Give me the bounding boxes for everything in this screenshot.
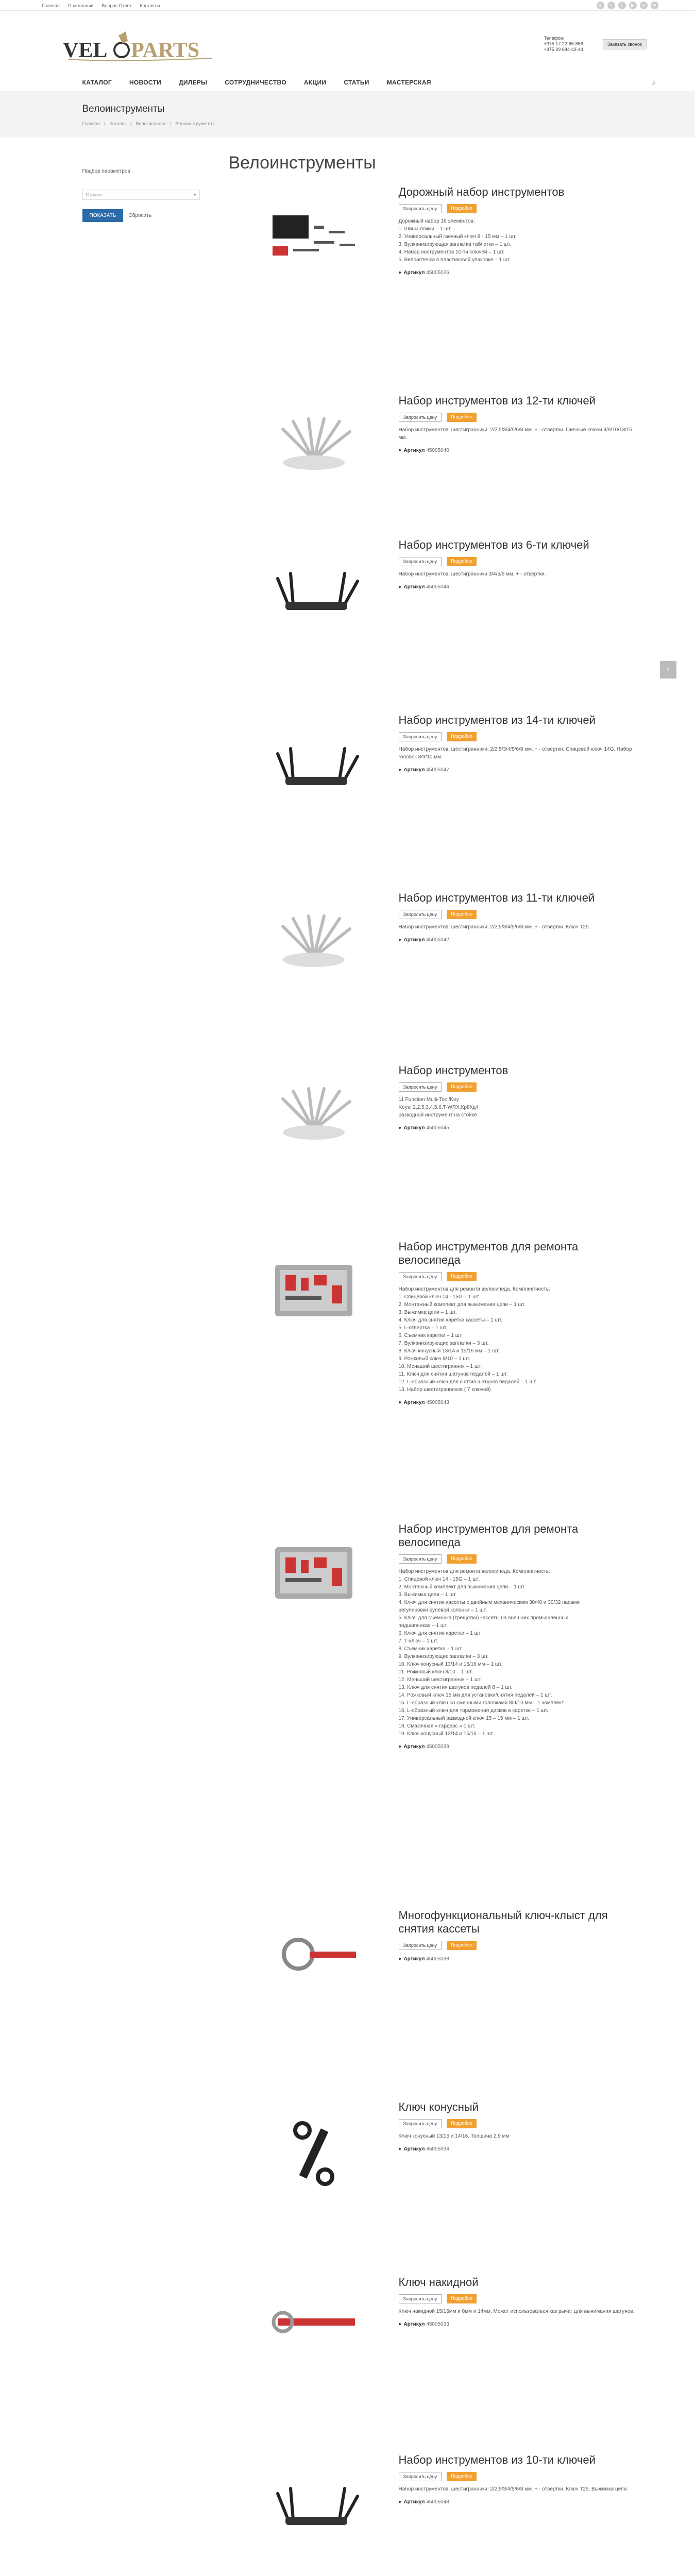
product-title[interactable]: Набор инструментов из 14-ти ключей	[398, 714, 596, 726]
youtube-icon[interactable]: ▶	[629, 2, 637, 9]
details-button[interactable]: Подробно	[447, 413, 477, 422]
product-description	[399, 2485, 641, 2493]
title-band	[0, 91, 695, 138]
product-desc-line: 11. Ключ для снятия шатунов педалей – 1 шт.	[398, 1371, 508, 1377]
product-desc-line: Дорожный набор 16 элементов:	[398, 218, 475, 224]
filter-title: Подбор параметров	[82, 168, 130, 174]
request-price-button[interactable]: Запросить цену	[399, 910, 442, 919]
main-nav	[0, 73, 695, 91]
product-desc-line: Набор инструментов для ремонта велосипеда. Комплектность:	[398, 1569, 550, 1574]
top-bar	[0, 0, 695, 11]
product-image[interactable]	[229, 2099, 399, 2202]
nav-articles[interactable]: СТАТЬИ	[344, 79, 369, 86]
product-article: Артикул 45005042	[399, 937, 641, 943]
details-button[interactable]: Подробно	[447, 2472, 477, 2481]
search-icon[interactable]: ⌕	[652, 78, 656, 87]
product-desc-line: 4. Ключ для снятия каретки кассеты – 1 шт.	[398, 1317, 502, 1323]
top-link-contacts[interactable]: Контакты	[140, 3, 160, 8]
details-button[interactable]: Подробно	[447, 2294, 477, 2303]
product-desc-line: подшипниках – 1 шт.	[398, 1623, 448, 1629]
nav-promo[interactable]: АКЦИИ	[303, 79, 327, 86]
product-desc-line: 3. Вулканизирующая заплатка таблетки – 1 шт.	[398, 242, 512, 247]
svg-text:VEL: VEL	[62, 39, 107, 62]
product-desc-line: 8. Ключ конусный 13/14 и 15/16 мм – 1 шт.	[398, 1348, 500, 1354]
product-desc-line: 10. Ключ конусный 13/14 и 15/16 мм – 1 шт.	[398, 1662, 503, 1667]
reset-link[interactable]: Сбросить	[128, 213, 151, 218]
product-desc-line: 5. L-отвертка – 1 шт.	[398, 1325, 448, 1331]
scroll-side-button[interactable]: ‹	[660, 661, 676, 679]
product-description	[399, 2308, 641, 2315]
product-item	[229, 184, 641, 393]
product-image[interactable]	[229, 393, 399, 496]
logo[interactable]	[63, 30, 218, 63]
details-button[interactable]: Подробно	[447, 910, 477, 919]
product-title[interactable]: Набор инструментов из 11-ти ключей	[398, 891, 595, 904]
product-title[interactable]: Ключ конусный	[398, 2100, 479, 2113]
product-description	[399, 570, 641, 578]
crumb-catalog[interactable]: Каталог	[109, 121, 126, 126]
product-article: Артикул 45005040	[399, 448, 641, 453]
product-item	[229, 2275, 641, 2452]
product-desc-line: 4. Набор инструментов 10-ти ключей – 1 шт.	[398, 249, 505, 255]
mail-icon[interactable]: ✉	[651, 2, 658, 9]
product-desc-line: 10. Меньший шестигранник – 1 шт.	[398, 1364, 482, 1369]
product-article: Артикул 45005039	[399, 1744, 641, 1750]
product-title[interactable]: Набор инструментов из 6-ти ключей	[398, 538, 589, 551]
product-item	[229, 2099, 641, 2275]
instagram-icon[interactable]: ◎	[640, 2, 648, 9]
product-description	[399, 1096, 641, 1119]
facebook-icon[interactable]: f	[607, 2, 615, 9]
product-desc-line: Набор инструментов, шестигранники: 2/2,5/3/4/5/6/8 мм. + - отвертки. Гаечные ключи 8/9/10/13/15 мм.	[398, 427, 633, 440]
product-article: Артикул 45005026	[399, 270, 641, 276]
product-desc-line: разводной инструмент на стойке	[398, 1112, 477, 1118]
product-item	[229, 1908, 641, 2099]
call-button[interactable]: Заказать звонок	[603, 39, 647, 49]
product-description	[399, 923, 641, 931]
product-image[interactable]	[229, 1239, 399, 1342]
product-image[interactable]	[229, 2452, 399, 2555]
product-item	[229, 1239, 641, 1521]
product-image[interactable]	[229, 1521, 399, 1624]
nav-workshop[interactable]: МАСТЕРСКАЯ	[386, 79, 431, 86]
request-price-button[interactable]: Запросить цену	[399, 1272, 442, 1281]
product-article: Артикул 45005034	[399, 2146, 641, 2152]
product-desc-line: 8. Съемник каретки – 1 шт.	[398, 1646, 463, 1652]
product-desc-line: 1. Спицевой ключ 14 - 15G – 1 шт.	[398, 1577, 480, 1582]
product-article: Артикул 45005033	[399, 2321, 641, 2327]
product-description	[399, 2132, 641, 2140]
top-link-home[interactable]: Главная	[42, 3, 60, 8]
product-desc-line: 13. Ключ для снятия шатунов педалей 8 – 1 шт.	[398, 1685, 513, 1690]
catalog-content	[229, 138, 641, 2576]
request-price-button[interactable]: Запросить цену	[399, 557, 442, 566]
product-title[interactable]: Многофункциональный ключ-клыст для снятия кассеты	[398, 1909, 608, 1935]
product-desc-line: 2. Монтажный комплект для выжимания цепи – 1 шт.	[398, 1302, 526, 1308]
top-link-faq[interactable]: Вопрос-Ответ	[101, 3, 132, 8]
product-desc-line: Набор инструментов, шестигранники: 2/2,5/3/4/5/6/8 мм. + - отвертки. Спицевой ключ 14G. Набор головок 8/9/10 мм.	[398, 747, 632, 760]
crumb-home[interactable]: Главная	[82, 121, 100, 126]
product-image[interactable]	[229, 890, 399, 993]
product-desc-line: 14. Рожковый ключ 15 мм для установки/снятия педалей – 1 шт.	[398, 1692, 552, 1698]
details-button[interactable]: Подробно	[447, 732, 477, 741]
header-contacts: Телефон: +375 17 22-66-866 +375 29 684-42-44	[544, 36, 583, 52]
request-price-button[interactable]: Запросить цену	[399, 413, 442, 422]
product-title[interactable]: Набор инструментов из 12-ти ключей	[398, 394, 596, 407]
product-title[interactable]: Набор инструментов из 10-ти ключей	[398, 2453, 596, 2466]
svg-text:PARTS: PARTS	[130, 39, 199, 62]
request-price-button[interactable]: Запросить цену	[399, 732, 442, 741]
top-links	[42, 3, 160, 8]
page-title: Велоинструменты	[228, 153, 376, 173]
details-button[interactable]: Подробно	[447, 1082, 477, 1092]
crumb-current: Велоинструменты	[175, 121, 215, 126]
nav-dealers[interactable]: ДИЛЕРЫ	[179, 79, 208, 86]
breadcrumb: Главная / Каталог / Велозапчасти / Велоинструменты	[82, 121, 215, 126]
header	[0, 11, 695, 73]
nav-cooperation[interactable]: СОТРУДНИЧЕСТВО	[225, 79, 286, 86]
request-price-button[interactable]: Запросить цену	[399, 2294, 442, 2303]
product-desc-line: 11. Рожковый ключ 8/10 – 1 шт.	[398, 1669, 473, 1675]
social-icons	[597, 2, 658, 9]
country-select[interactable]: Страна ▾	[82, 190, 200, 200]
product-title[interactable]: Набор инструментов для ремонта велосипеда	[398, 1522, 579, 1549]
product-item	[229, 2452, 641, 2576]
product-article: Артикул 45005044	[399, 584, 641, 590]
product-item	[229, 537, 641, 713]
product-item	[229, 890, 641, 1063]
details-button[interactable]: Подробно	[447, 1941, 477, 1950]
product-article: Артикул 45005047	[399, 767, 641, 773]
product-article: Артикул 45005038	[399, 1956, 641, 1962]
details-button[interactable]: Подробно	[447, 2119, 477, 2128]
product-desc-line: 12. Меньший шестигранник – 1 шт.	[398, 1677, 482, 1683]
product-desc-line: 9. Рожковый ключ 8/10 – 1 шт.	[398, 1356, 470, 1362]
product-desc-line: 7. Т-ключ – 1 шт.	[398, 1638, 438, 1644]
request-price-button[interactable]: Запросить цену	[399, 1941, 442, 1950]
twitter-icon[interactable]: t	[618, 2, 626, 9]
product-image[interactable]	[229, 1908, 399, 2011]
product-article: Артикул 45005043	[399, 1400, 641, 1405]
product-desc-line: Ключ накидной 15/16мм и 8мм и 14мм. Может использоваться как рычаг для вынимания шатунов.	[398, 2309, 635, 2314]
product-image[interactable]	[229, 537, 399, 640]
crumb-parts[interactable]: Велозапчасти	[135, 121, 166, 126]
band-title: Велоинструменты	[82, 104, 165, 114]
product-item	[229, 1521, 641, 1908]
product-desc-line: 17. Универсальный разводной ключ 15 – 15 мм – 1 шт.	[398, 1716, 529, 1721]
product-desc-line: 2. Универсальный гаечный ключ 8 - 15 мм – 1 шт.	[398, 234, 517, 240]
request-price-button[interactable]: Запросить цену	[399, 2472, 442, 2481]
product-desc-line: 5. Ключ для съёмника (трещотки) кассеты на внешних промышленных	[398, 1615, 568, 1621]
request-price-button[interactable]: Запросить цену	[399, 1082, 442, 1092]
details-button[interactable]: Подробно	[447, 1554, 477, 1564]
top-link-about[interactable]: О компании	[67, 3, 94, 8]
product-item	[229, 1063, 641, 1239]
product-description	[399, 1568, 641, 1738]
product-desc-line: 7. Вулканизирующие заплатки – 3 шт.	[398, 1341, 489, 1346]
product-title[interactable]: Дорожный набор инструментов	[398, 185, 565, 198]
product-desc-line: Набор инструментов, шестигранники: 2/2,5/3/4/5/6/8 мм. + - отвертки. Ключ T25. Выжимка цепи.	[398, 2486, 628, 2492]
product-desc-line: 5. Велоаптечка в пластиковой упаковке – 1 шт.	[398, 257, 511, 263]
product-desc-line: 16. L-образный ключ для торможения дисков в каретке – 1 шт.	[398, 1708, 548, 1714]
request-price-button[interactable]: Запросить цену	[399, 2119, 442, 2128]
vk-icon[interactable]: в	[597, 2, 604, 9]
product-desc-line: 1. Шины ложки – 1 шт.	[398, 226, 452, 232]
nav-catalog[interactable]: КАТАЛОГ	[82, 79, 112, 86]
product-desc-line: 13. Набор шестигранников ( 7 ключей)	[398, 1387, 491, 1393]
product-desc-line: 6. Ключ для снятия каретки – 1 шт.	[398, 1631, 482, 1636]
product-description	[399, 426, 641, 442]
product-description	[399, 1285, 641, 1394]
product-desc-line: 18. Смазочная « гардерс » 1 шт.	[398, 1723, 476, 1729]
product-item	[229, 713, 641, 890]
product-desc-line: 3. Выжимка цепи – 1 шт.	[398, 1592, 457, 1598]
product-desc-line: Набор инструментов, шестигранники 3/4/5/6 мм. + - отвертки.	[398, 571, 546, 577]
product-desc-line: 4. Ключ для снятия кассеты с двойным механическим 30/40 и 30/32 пасами	[398, 1600, 580, 1605]
chevron-down-icon: ▾	[193, 192, 196, 197]
product-desc-line: 2. Монтажный комплект для выжимания цепи – 1 шт.	[398, 1584, 526, 1590]
product-title[interactable]: Ключ накидной	[398, 2276, 479, 2289]
product-desc-line: Набор инструментов, шестигранники: 2/2,5/3/4/5/6/8 мм. + - отвертки. Ключ T25.	[398, 924, 590, 930]
request-price-button[interactable]: Запросить цену	[399, 1554, 442, 1564]
details-button[interactable]: Подробно	[447, 557, 477, 566]
request-price-button[interactable]: Запросить цену	[399, 204, 442, 213]
nav-news[interactable]: НОВОСТИ	[129, 79, 162, 86]
product-article: Артикул 45005045	[399, 1125, 641, 1131]
show-button[interactable]: ПОКАЗАТЬ	[82, 209, 124, 222]
product-desc-line: 15. L-образный ключ со сменными головками 8/9/10 мм – 1 комплект	[398, 1700, 564, 1706]
product-desc-line: 19. Ключ конусный 13/14 и 15/16 – 1 шт.	[398, 1731, 494, 1737]
product-item	[229, 393, 641, 537]
product-desc-line: Ключ конусный 13/15 и 14/16. Толщина 2,9 мм	[398, 2133, 510, 2139]
product-desc-line: 6. Съемник каретки – 1 шт.	[398, 1333, 463, 1338]
product-desc-line: 12. L-образный ключ для снятия шатунов педалей – 1 шт.	[398, 1379, 537, 1385]
header-phone-1[interactable]: +375 17 22-66-866	[544, 41, 583, 46]
product-desc-line: 1. Спицевой ключ 14 - 15G – 1 шт.	[398, 1294, 480, 1300]
details-button[interactable]: Подробно	[447, 1272, 477, 1281]
product-desc-line: регулировки рулевой колонки – 1 шт.	[398, 1607, 487, 1613]
product-desc-line: 11 Function Multi-Tool/Key	[398, 1097, 459, 1103]
product-image[interactable]	[229, 713, 399, 816]
product-desc-line: Keys: 2,2.5,3,4,5,6,T-WRX,Кр8Кд4	[398, 1105, 479, 1110]
header-phone-2[interactable]: +375 29 684-42-44	[544, 47, 583, 52]
product-image[interactable]	[229, 184, 399, 287]
product-desc-line: 3. Выжимка цепи – 1 шт.	[398, 1310, 457, 1315]
product-article: Артикул 45005048	[399, 2499, 641, 2505]
product-description	[399, 217, 641, 264]
product-desc-line: 9. Вулканизирующие заплатки – 3 шт.	[398, 1654, 489, 1659]
product-title[interactable]: Набор инструментов	[398, 1064, 508, 1077]
details-button[interactable]: Подробно	[447, 204, 477, 213]
product-title[interactable]: Набор инструментов для ремонта велосипеда	[398, 1240, 579, 1266]
sidebar-filter	[29, 138, 229, 2576]
product-image[interactable]	[229, 2275, 399, 2378]
product-desc-line: Набор инструментов для ремонта велосипеда. Комплектность:	[398, 1286, 550, 1292]
product-image[interactable]	[229, 1063, 399, 1166]
product-description	[399, 745, 641, 761]
